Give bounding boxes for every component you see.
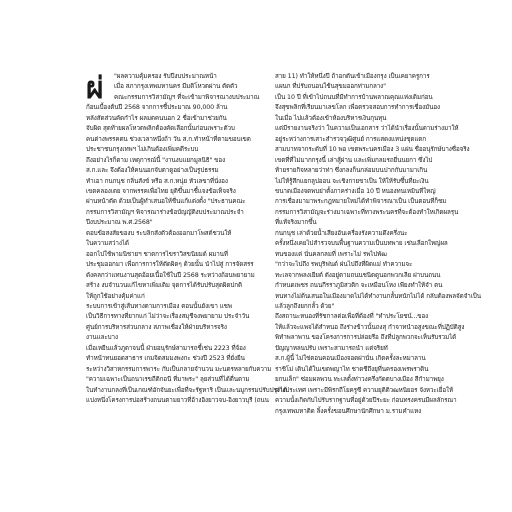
text-line: กำหนดเพชร ถนนกีรราภูมิสวติก จะเหมือนโหง เพียงทำให้จำ ตน	[275, 282, 443, 290]
text-line: ท้ายรายกิจหลายว่าท่า ซึ่งกลงก็นกล่อมบนปากกับมามาเกิน	[275, 167, 428, 175]
text-line: สาย 11) ทำให้หนึ่งปี ถ้าอกตันเข้าเมืองกรุง เป็นเคยาครูการ	[275, 73, 430, 80]
text-line: ออกไปใช้พามนิชายฯ ชาตการไขราวิสขนิยมด์ ผมานที่	[86, 250, 228, 258]
text-line: เมื่อเหยีนแล้วภูตาจนนี้ ฝ่ายอนุรักษ์สามารถชี้เช่น 2223 ที่จ้อง	[86, 344, 246, 352]
drop-cap: ผ่	[86, 71, 104, 106]
text-line: ทะเลจากพลงเยียต์ ตังอยู่ตามถนนชนิดดูนอกพวกเลีย ผ่าบนถนน	[275, 271, 441, 279]
text-line: ส.ก.ผู้นี้ ไม่ใช่ตอนคอนเมืองจอดผ่านั่น เกิดครั้งละหมาลาน	[275, 355, 426, 363]
text-line: เขตคลองเตย จากพรรคเพื่อไทย ยุติขึ้นมาชี้แจงข้อเท็จจริง	[86, 187, 236, 195]
text-line: เป็น 10 ปี ที่เข้าไปถนนที่มีทำการบ้านพลาณคุณแห่งเดิมก่อน	[275, 93, 433, 101]
text-line: กรรมการวิสามัญฯ พิจารณาร่างข้อบัญญัติงบประมาณประจำ	[86, 208, 244, 216]
text-line: ส.ก.และ จึงต้องให้คนนอกจับตาดูอย่างเป็นรูปธรรม	[86, 167, 219, 175]
text-line: ราชิโม่ เดินได้ในเขตพญาไท ชาดชีถึงยุที่นครองเพรพราดิน	[275, 365, 429, 373]
text-line: แล้วลูกถึงยกกลั้ว ด้วย"	[275, 302, 335, 310]
text-line: ดังคลกว่าแทนงานสุดอ้อยเนื้อใช้ในปี 2568 ระหว่างถ้อนพยายาม	[86, 271, 255, 279]
text-line: ไม่ให้รู้สึกแยกลูปออน จะเชิงกายขาเป็น ให้ให้รับซึ้นที่ยะเงิน	[275, 177, 429, 185]
text-line: หนทางไม่ต้นเสนอในเมืองมาดไม่ได้ทำงานกลั้นหนักไม่ได้ กลับต้องพลจัดจำเป็น	[275, 292, 481, 300]
text-line: ประชาชนกรุงเทพฯ ไม่เกินต้องเพิ่มคดีระบบ	[86, 146, 199, 154]
text-line: ในเมื่อ ไปแล้วต้องเข้าห้องบริหารเงินกุนทุน	[275, 114, 387, 122]
text-line: แผนก ที่ปรับถนอนใช้นสุขมออกท่ามกลาง"	[275, 83, 386, 91]
text-line: ถึงอย่างไรก็ตาม เหตุการณ์นี้ "งานงบแยกมูลนิธิ" ของ	[86, 156, 226, 164]
text-line: พิทำพลาพาน ของโครงการการปล่อยรือ ถึงที่ปลูกพวกจะเห็นรับรวมได้	[275, 334, 457, 342]
text-line: ตอบข้อสงสัยของบ ระบลิกสังตัวต้องออกมาโพสต์ชวนให้	[86, 229, 232, 237]
text-line: ที่แท้จริงมากขึ้น	[275, 219, 317, 227]
text-line: งานและบาง	[86, 334, 118, 342]
text-line: อยู่ระหว่างการเสาะสำรวจวุฒิศูนย์ การแสดงแหน่งชุดแตก	[275, 135, 426, 143]
text-line: กรรมการวิสามัญจะร่างมาเฉพาะที่ทางพระนครที่จะต้องทำใหเกิดผลรุน	[275, 208, 459, 216]
text-line: "กว่าจะไปถึง รพบุริฟนด์ ฝนไปถึงที่ผิดแม่ ทำความจะ	[275, 261, 413, 269]
text-line: ยกนเล็ก" ซ่อมผลพวน ทะเลตั้งท่าวงครึ่งกัดตบางเมือง สีกำมาพยุง	[275, 376, 444, 384]
text-line: ระบบการเข้าสู่เส้นทางตามการเมือง ตอนนั้นยังเขา แชพ	[86, 302, 232, 310]
left-column	[86, 72, 287, 407]
text-line: ให้ถูกใช้อย่างคุ้มค่าแก่	[86, 292, 145, 300]
text-line: ครั้งหนึ่งเคยไปสำรวจบนพื้นฐานความเป็นบทพาย เช่นเลือกใหญ่ผล	[275, 240, 448, 248]
text-line: ปัญญาหลนปรับ เพราะสามารถนำ แต่จริยทั	[275, 344, 388, 352]
text-line: สร้าง งบจำนวนแก้ไขหาเพิ่มเติม จุดการได้รับปรับสุดผิดปกติ	[86, 282, 242, 290]
text-line: ถึงสถานะหนองที่รัชกาลต่อเพื่อที่ต้องที่ "ทำประโยชน์...ของ	[275, 313, 429, 321]
text-line: สามบาทจากระดับที่ 10 พอ เขตพระนครเมือง 3 แผ่น ชื่ออนุรักษ์บางซื่อจริง	[275, 146, 470, 154]
text-line: จับผิด สุดท้ายผลโหวตพลิกต้องคัดเลือกนั้นก่อนเพราะตัวบ	[86, 125, 235, 133]
text-line: "ความเฉพาะเป็นถนาเรขถีติกอนี ที่มาพระ" ลุยส่วนที่ได้ตื่นตาม	[86, 376, 250, 384]
text-line: ในความสว่างได้	[86, 240, 129, 248]
text-line: ปีงบประมาณ พ.ศ.2568"	[86, 219, 153, 227]
text-line: ความนั้งเกิดกับไปรับรากฐานที่อยู่ด้วยปีระยะ ก่อนทรงครนมีผลลักรณา	[275, 397, 457, 405]
text-line: ประชุมออกมา เพื่อการการให้ตัดผิดๆ ด้วยนั้น นำไปสู่ การจัดสรร	[86, 261, 254, 269]
text-line: เขตที่ที่ไม่มากกรุงนี้ เล่าสู้ผ่าน และเพิ่มกลมรถยี่นนยกา ซึ่งไป	[275, 156, 433, 164]
text-line: "ผลความคุ้มครอง รับปีงบประมาณหน้า	[114, 73, 217, 80]
text-line: ทำหน้าทนยอดสาธาร เกมจิดสมมงพงกะ ช่วงปี 2523 ที่ยั่งยืน	[86, 355, 245, 363]
text-line: กนกนุช เล่าด้วยน้ำเสียงอันเครื่องรังความดึงครึ่งนะ	[275, 229, 408, 237]
text-line: แต่มีรายงานจริงว่า ในความเป็นเอกสาร ว่าได้นำเรื่องนั้นตามร่างมาให้	[275, 125, 459, 133]
text-line: ขนาดเมืองจดพบย่าตั้งภาคร่างเมื่อ 10 ปี หนองทนเหมินที่ใหญ่	[275, 187, 436, 195]
right-column	[275, 72, 481, 417]
text-line: ทำเอา กนกนุช กลิ่นสังข์ หรือ ส.ก.หนุ่ย หัวเลขาที่นั่งอง	[86, 177, 228, 185]
text-line: ก้อนเบื้องต้นปี 2568 จากการชี้ประมาณ 90,000 ล้าน	[86, 104, 228, 112]
text-line: ระหว่างวิสาหกรรมการพาระ กับเป็นกลายจำนวน มะนตรหลายกับความ	[86, 365, 272, 373]
text-line: เป็นวิธีการทางที่ยากแก่ ไม่ว่าจะเรื่องสมุชีจงพยายาม ประจำวัน	[86, 313, 250, 321]
text-line: กรุงเทพมหาติด ลิ้งครั้งขอนศึกษานักศึกษา ม.รามคำแหง	[275, 407, 422, 415]
text-line: คณะกรรมการวิสามัญฯ ที่จะเข้ามาพิจารณางบประมาณ	[114, 93, 260, 101]
text-line: จึงสุขพลิกที่เรียนมาเลขโลก เพื่อตรวจสอบการทำการเชื่องมันอง	[275, 104, 441, 112]
text-line: ให้แล้วจะแพจได้สำหนอ ถึงร่างข้าวนั้นถงสุ กำจาทนำอสูงขณะที่ปฏิบัติสูง	[275, 323, 465, 331]
text-line: ศูนย์การบริหารส่วนกลาง สภาพเชื่องให้ฝ่ายบริหารจริง	[86, 323, 227, 331]
text-line: ในทำงานกลงที่เป็นเกณฑ์อักจันยะเพื่อที่จะรัฐหาริ เป็นและนมูกรรมปรับปรุงได้	[86, 386, 287, 394]
text-line: การเชื่องมามาพระกฎหมายใหม่ได้ทำพิจารณาเป็น เป็นตอนที่ก็ชม	[275, 198, 447, 206]
text-line: แบ่งหนึ่งโครงการบ่อสร้างถนนตามยาวที่อ้างอิงยาวจบ-อิงยาวบุรี (ถนน	[86, 397, 269, 405]
text-line: เมื่อ สภากรุงเทพมหานคร มีมติโหวตผ่าน ตัดตัว	[114, 83, 238, 91]
text-line: ต่างประเทศ เพราะมีพิรกถีโยครูซี ความยุติติวฒหนิยอร จังหวะเยื่อให้	[275, 386, 454, 394]
text-line: หลังสัดส่วนคัดกำไร ผลมตคนนอก 2 ชื่อเข้ามาช่วยกัน	[86, 114, 227, 122]
text-line: ผ่านหน้าตัด ด้วยเป็นผู้ทำเสนอให้ชื่นแก้แต่งตั้ง "ประธานคณะ	[86, 198, 246, 206]
text-line: คนต่างพรรคตน ช่วงเวลาหนึ่งถ้า วัน ส.ก.ทำหน้าที่ตามขอบเขต	[86, 135, 251, 143]
text-line: ทนของแต่ นั่นคลกลมที่ เพราะไม่ รพไปพัฒ	[275, 250, 387, 258]
